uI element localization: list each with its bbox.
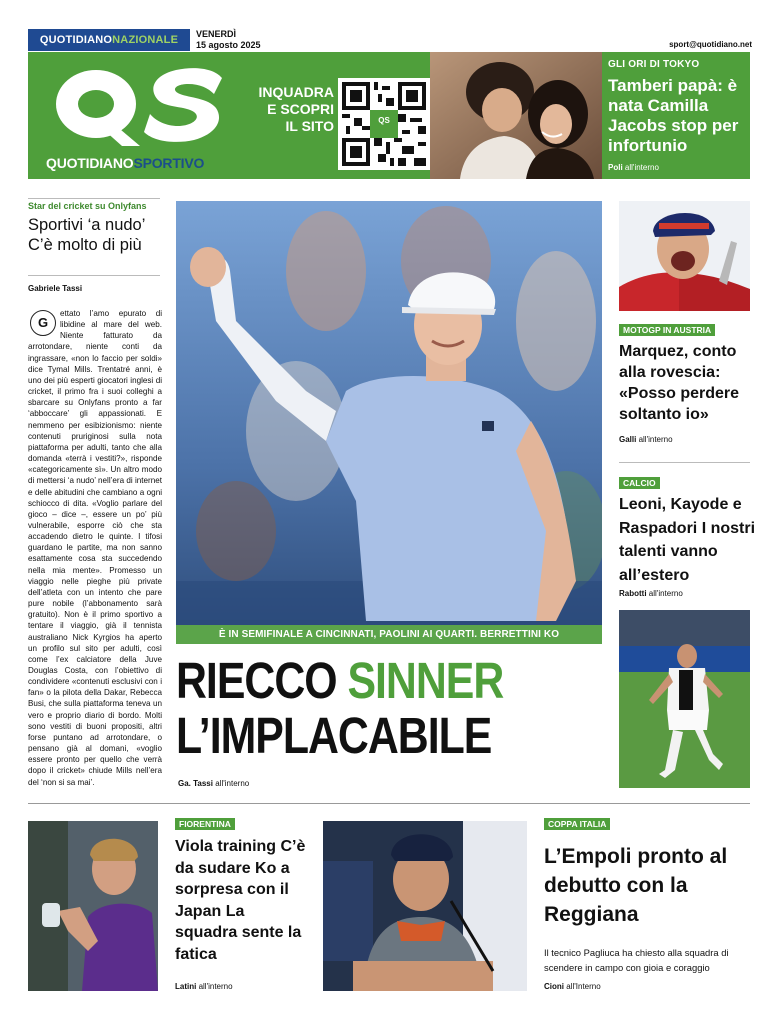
qr-logo-label: QS	[378, 116, 390, 125]
section-badge-calcio: CALCIO	[619, 477, 660, 489]
footballer-photo	[619, 610, 750, 788]
footballer-running-icon	[619, 610, 750, 788]
empoli-byline: Cioni all'Interno	[544, 982, 601, 991]
left-article-body	[28, 308, 162, 788]
left-column-rule	[28, 275, 160, 276]
left-article-kicker: Star del cricket su Onlyfans	[28, 201, 147, 211]
fiorentina-headline[interactable]: Viola training C’è da sudare Ko a sorpresa con il Japan La squadra sente la fatica	[175, 838, 306, 963]
fiorentina-byline: Latini all'interno	[175, 982, 233, 991]
player-drinking-icon	[28, 821, 158, 991]
main-story-kicker: È IN SEMIFINALE A CINCINNATI, PAOLINI AI QUARTI. BERRETTINI KO	[176, 625, 602, 644]
qs-logo	[44, 56, 224, 154]
bottom-row-separator	[28, 803, 750, 804]
left-column-top-rule	[28, 198, 160, 199]
marquez-photo	[619, 201, 750, 311]
empoli-summary: Il tecnico Pagliuca ha chiesto alla squadra di scendere in campo con gioia e coraggio	[544, 947, 729, 973]
left-article-author: Gabriele Tassi	[28, 284, 83, 293]
qr-code[interactable]	[338, 78, 430, 170]
masthead	[28, 52, 750, 179]
contact-email[interactable]: sport@quotidiano.net	[669, 40, 752, 49]
sinner-main-photo	[176, 201, 602, 644]
coach-press-conference-icon	[323, 821, 527, 991]
tamberi-family-photo	[430, 52, 602, 179]
brand-part-b: NAZIONALE	[112, 34, 179, 46]
section-badge-motogp: MOTOGP IN AUSTRIA	[619, 324, 715, 336]
rider-celebrating-icon	[619, 201, 750, 311]
promo-headline[interactable]: Tamberi papà: è nata Camilla Jacobs stop per infortunio	[608, 76, 739, 155]
pagliuca-photo	[323, 821, 527, 991]
newspaper-brand-label	[28, 29, 190, 51]
fiorentina-player-photo	[28, 821, 158, 991]
brand-part-a: QUOTIDIANO	[39, 34, 113, 46]
headline-line2: L’IMPLACABILE	[176, 707, 492, 764]
date: 15 agosto 2025	[196, 40, 261, 50]
left-article-text: ettato l’amo epurato di libidine al mare del web. Niente fatturato da arrotondare, niente conti da ingrassare, «non lo faccio per soldi» dice Tymal Mills. Trentatré anni, è uno dei più esperti giocatori inglesi di cricket, il primo fra i suoi colleghi a sbarcare su Onlyfans pronto a far ‘abboccare’ gli appassionati. E nemmeno per esibizionismo: niente contenuti pruriginosi sulla nota piattaforma per adulti, tanto che alla domanda «terrà i vestiti?», risponde «categoricamente sì». Un altro modo di mettersi ‘a nudo’ nell’era di internet e delle abitudini che cambiano a ogni schiocco di dita. «Voglio parlare del gioco – dice –, essere un po’ più vulnerabile, esporre ciò che sta accadendo dietro le quinte. I tifosi guardano le partite, ma non sanno esattamente cosa sta succedendo nella mia mente». Promesso un viaggio nelle pieghe più private dell’atleta con un intento che pare pure nobile (l’abbonamento sarà gratuito). Non è il primo sportivo a tentare il viaggio, già il tennista australiano Nick Kyrgios ha aperto un profilo sul sito per adulti, così come l’ex calciatore della Juve Douglas Costa, con l’obiettivo di condividere «contenuti esclusivi con i fan» o la pilota della Dakar, Rebecca Busi, che sulla piattaforma teneva un vero e proprio diario di bordo. Molti sono vestiti di buoni propositi, altri forse puntano ad arrotondare, o pensano già al domani, «voglio essere pronto per quello che verrà dopo il cricket» chiude Mills nell’era del ‘non si sa mai’.	[28, 309, 162, 787]
tennis-player-photo-icon	[176, 201, 602, 644]
marquez-headline[interactable]: Marquez, conto alla rovescia: «Posso perdere soltanto io»	[619, 343, 740, 423]
right-column-rule	[619, 462, 750, 463]
issue-date	[196, 29, 261, 51]
promo-byline: Poli all'interno	[608, 163, 659, 172]
qr-call-to-action: INQUADRA E SCOPRI IL SITO	[258, 84, 334, 134]
main-headline[interactable]	[176, 653, 613, 763]
weekday: VENERDÌ	[196, 29, 237, 39]
marquez-byline: Galli all'interno	[619, 435, 673, 444]
section-badge-coppa-italia: COPPA ITALIA	[544, 818, 610, 830]
headline-part-a: RIECCO	[176, 652, 348, 709]
drop-cap: G	[30, 310, 56, 336]
logo-subtitle: QUOTIDIANOSPORTIVO	[46, 155, 205, 171]
empoli-headline[interactable]: L’Empoli pronto al debutto con la Reggiana	[544, 845, 728, 926]
main-byline: Ga. Tassi all'interno	[178, 779, 250, 788]
left-article-title[interactable]: Sportivi ‘a nudo’ C’è molto di più	[28, 216, 145, 254]
promo-kicker: GLI ORI DI TOKYO	[608, 59, 700, 70]
couple-photo-icon	[430, 52, 602, 179]
calcio-headline[interactable]: Leoni, Kayode e Raspadori I nostri talenti vanno all’estero	[619, 496, 756, 584]
headline-name: SINNER	[347, 652, 504, 709]
section-badge-fiorentina: FIORENTINA	[175, 818, 235, 830]
calcio-byline: Rabotti all'interno	[619, 589, 683, 598]
